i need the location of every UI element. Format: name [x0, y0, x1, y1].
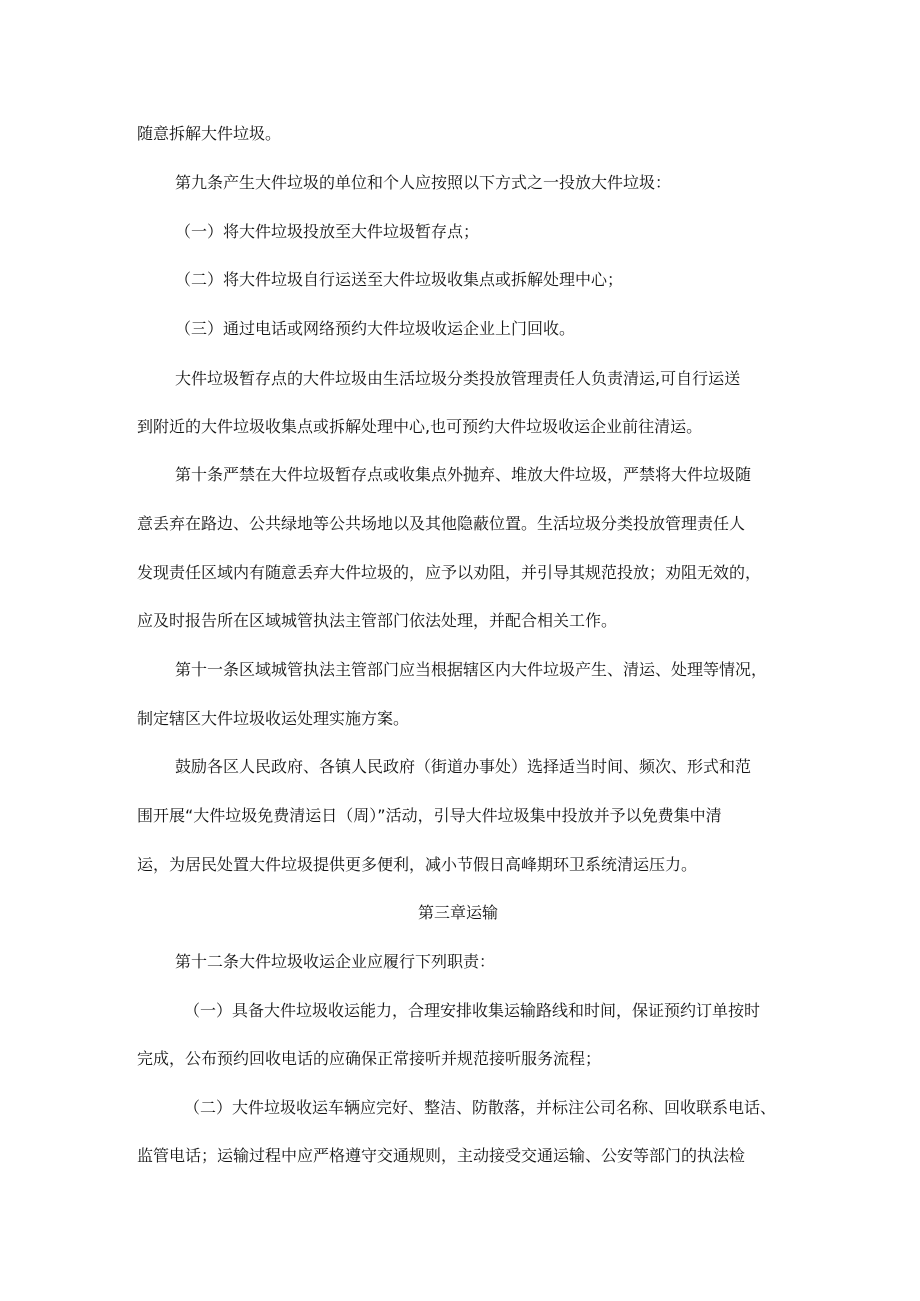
paragraph-line: 大件垃圾暂存点的大件垃圾由生活垃圾分类投放管理责任人负责清运,可自行运送 — [175, 369, 741, 388]
paragraph-line: 应及时报告所在区域城管执法主管部门依法处理，并配合相关工作。 — [137, 611, 618, 630]
list-item: （三）通过电话或网络预约大件垃圾收运企业上门回收。 — [175, 319, 576, 338]
paragraph-line: 运，为居民处置大件垃圾提供更多便利，减小节假日高峰期环卫系统清运压力。 — [137, 855, 698, 874]
chapter-heading: 第三章运输 — [418, 903, 499, 922]
paragraph-line: 完成，公布预约回收电话的应确保正常接听并规范接听服务流程； — [137, 1049, 602, 1068]
paragraph-line: 鼓励各区人民政府、各镇人民政府（街道办事处）选择适当时间、频次、形式和范 — [175, 757, 752, 776]
list-item: （一）将大件垃圾投放至大件垃圾暂存点； — [175, 222, 480, 241]
paragraph-line: 到附近的大件垃圾收集点或拆解处理中心,也可预约大件垃圾收运企业前往清运。 — [137, 417, 703, 436]
article-9-heading: 第九条产生大件垃圾的单位和个人应按照以下方式之一投放大件垃圾： — [175, 173, 672, 192]
paragraph-line: 意丢弃在路边、公共绿地等公共场地以及其他隐蔽位置。生活垃圾分类投放管理责任人 — [137, 514, 746, 533]
paragraph-line: 监管电话；运输过程中应严格遵守交通规则，主动接受交通运输、公安等部门的执法检 — [137, 1146, 746, 1165]
list-item: （一）具备大件垃圾收运能力，合理安排收集运输路线和时间，保证预约订单按时 — [184, 1001, 761, 1020]
list-item: （二）大件垃圾收运车辆应完好、整洁、防散落，并标注公司名称、回收联系电话、 — [184, 1098, 777, 1117]
paragraph-line: 制定辖区大件垃圾收运处理实施方案。 — [137, 709, 410, 728]
paragraph-line: 发现责任区域内有随意丢弃大件垃圾的，应予以劝阻，并引导其规范投放；劝阻无效的， — [137, 563, 762, 582]
article-12-heading: 第十二条大件垃圾收运企业应履行下列职责： — [175, 952, 496, 971]
article-10-line: 第十条严禁在大件垃圾暂存点或收集点外抛弃、堆放大件垃圾，严禁将大件垃圾随 — [175, 465, 752, 484]
paragraph-line: 围开展“大件垃圾免费清运日（周）”活动，引导大件垃圾集中投放并予以免费集中清 — [137, 806, 722, 825]
article-11-line: 第十一条区域城管执法主管部门应当根据辖区内大件垃圾产生、清运、处理等情况， — [175, 660, 768, 679]
paragraph-line: 随意拆解大件垃圾。 — [137, 124, 282, 143]
list-item: （二）将大件垃圾自行运送至大件垃圾收集点或拆解处理中心； — [175, 270, 624, 289]
